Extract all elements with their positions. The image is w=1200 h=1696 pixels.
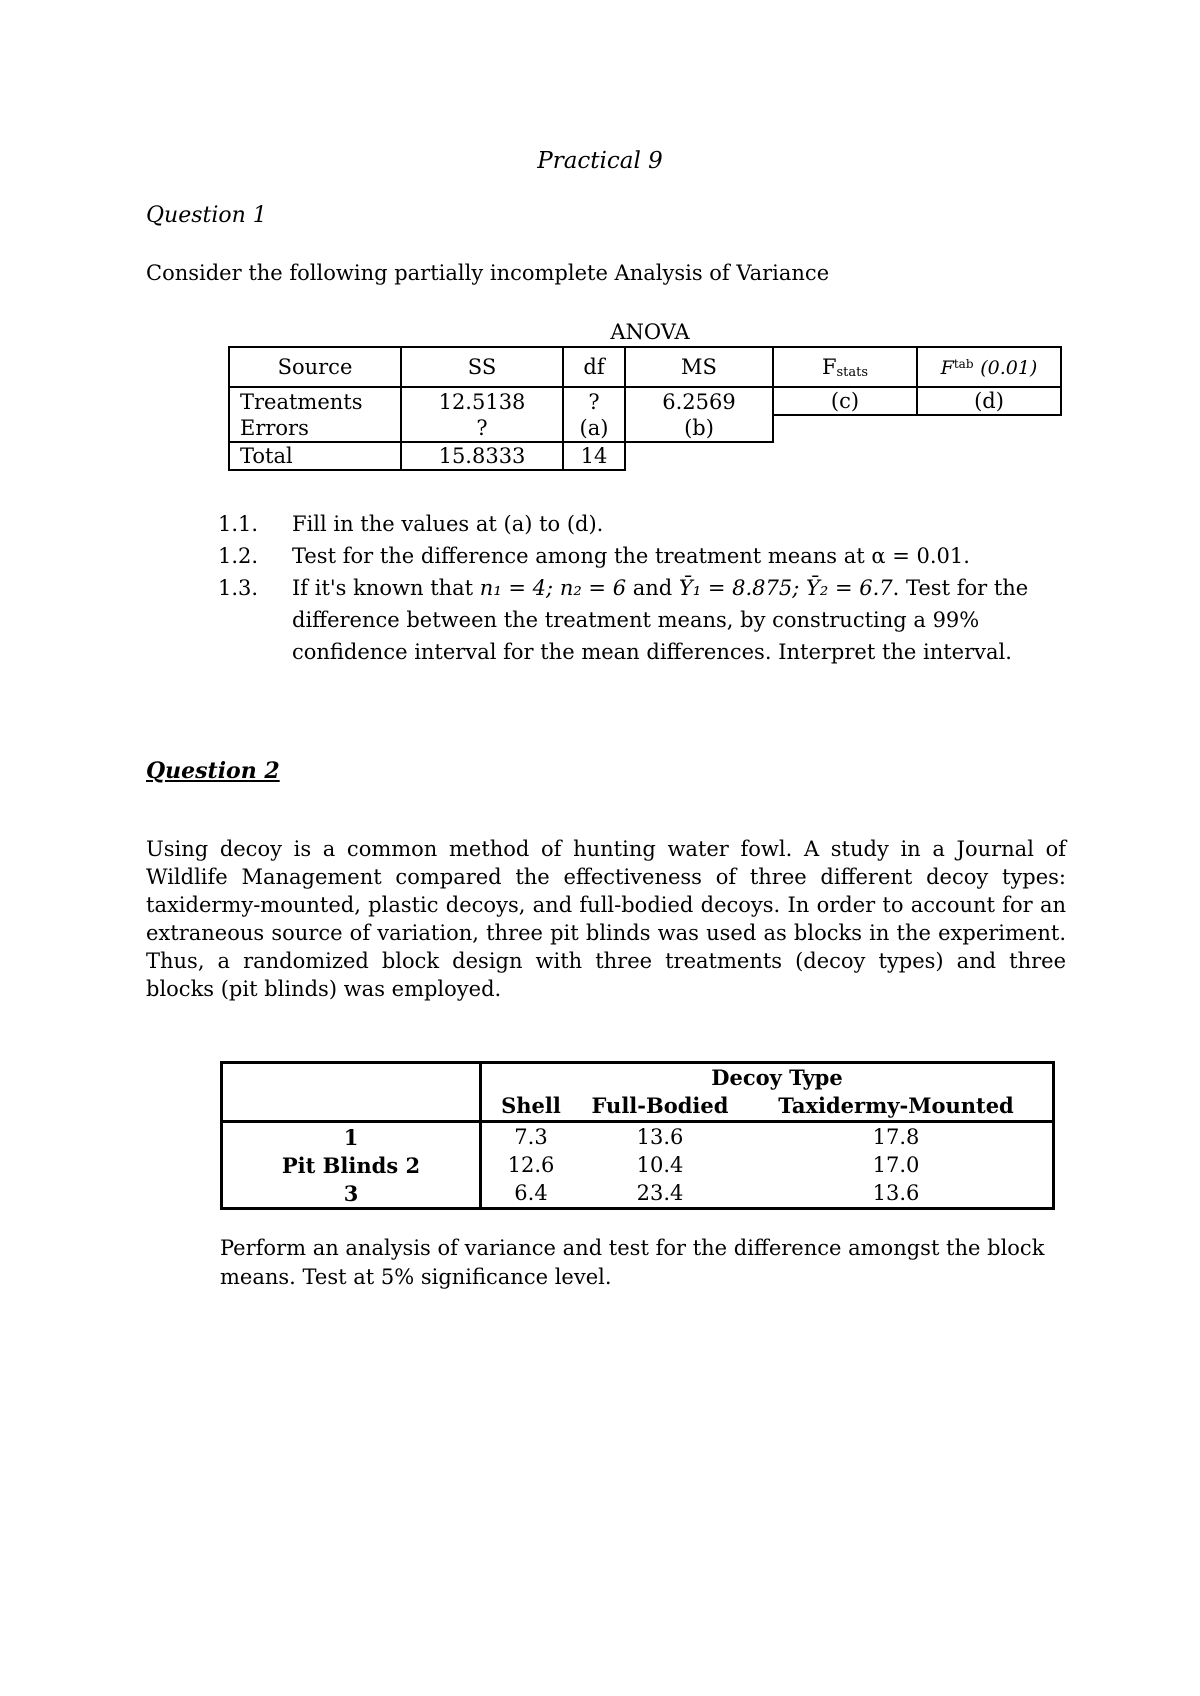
- value-taxidermy-mounted: 17.8: [872, 1125, 920, 1149]
- question-1-heading: Question 1: [146, 203, 267, 228]
- value-shell: 6.4: [514, 1181, 548, 1205]
- value-full-bodied: 13.6: [636, 1125, 684, 1149]
- ftab-level: (0.01): [980, 357, 1038, 379]
- question-2-instruction: Perform an analysis of variance and test for the difference amongst the block means. Test at 5% significance level.: [220, 1236, 1045, 1289]
- column-header-full-bodied: Full-Bodied: [591, 1093, 729, 1118]
- fstats-subscript: stats: [836, 364, 869, 380]
- anova-cell-ftab: (d): [917, 387, 1061, 415]
- anova-cell-source: Errors: [229, 415, 401, 442]
- anova-cell-empty: [773, 415, 1061, 442]
- anova-header-ms: MS: [625, 347, 773, 387]
- block-label-1: 1: [222, 1122, 481, 1152]
- value-full-bodied: 10.4: [636, 1153, 684, 1177]
- table-row: [222, 1122, 1054, 1152]
- pit-blinds-label: Pit Blinds: [281, 1152, 399, 1178]
- value-shell: 7.3: [514, 1125, 548, 1149]
- anova-header-source: Source: [229, 347, 401, 387]
- list-item: [218, 540, 1068, 572]
- row-values: [481, 1179, 1054, 1209]
- table-row: [222, 1151, 1054, 1179]
- decoy-group-title: Decoy Type: [711, 1065, 843, 1090]
- value-taxidermy-mounted: 17.0: [872, 1153, 920, 1177]
- anova-cell-ss: 12.5138: [401, 387, 563, 415]
- anova-header-row: [229, 347, 1061, 387]
- anova-header-df: df: [563, 347, 625, 387]
- block-number: 2: [405, 1152, 421, 1178]
- page-title: Practical 9: [537, 148, 663, 174]
- math-y2: Ȳ₂ = 6.7: [806, 576, 893, 600]
- anova-row-total: [229, 442, 1061, 470]
- question-1-items: [218, 508, 1068, 668]
- table-row: [222, 1179, 1054, 1209]
- decoy-column-headers: [482, 1092, 1052, 1120]
- block-label-2: [222, 1151, 481, 1179]
- question-2-heading: Question 2: [146, 758, 280, 784]
- anova-cell-df: ?: [563, 387, 625, 415]
- anova-table: [228, 346, 1062, 471]
- item-text-suffix: . Test for the difference between the treatment means, by constructing a 99% confidence interval for the mean differences. Interpret the interval.: [292, 576, 1029, 664]
- anova-header-ss: SS: [401, 347, 563, 387]
- item-number: 1.1.: [218, 512, 259, 536]
- list-item: [218, 572, 1068, 668]
- item-text-and: and: [626, 576, 679, 600]
- item-text: Fill in the values at (a) to (d).: [292, 512, 604, 536]
- question-1-intro: Consider the following partially incomplete Analysis of Variance: [146, 261, 830, 285]
- question-2-paragraph: Using decoy is a common method of hunting water fowl. A study in a Journal of Wildlife Management compared the effectiveness of three different decoy types: taxidermy-mounted, plastic decoys, and full-bodied decoys. In order to account for an extraneous source of variation, three pit blinds was used as blocks in the experiment. Thus, a randomized block design with three treatments (decoy types) and three blocks (pit blinds) was employed.: [146, 837, 1066, 1001]
- list-item: [218, 508, 1068, 540]
- item-number: 1.3.: [218, 576, 259, 600]
- ftab-f: F: [940, 357, 954, 379]
- ftab-superscript: tab: [953, 357, 974, 371]
- value-taxidermy-mounted: 13.6: [872, 1181, 920, 1205]
- anova-row-treatments: [229, 387, 1061, 415]
- anova-cell-empty: [625, 442, 1061, 470]
- row-values: [481, 1151, 1054, 1179]
- anova-cell-ms: (b): [625, 415, 773, 442]
- anova-cell-ss: ?: [401, 415, 563, 442]
- anova-cell-df: 14: [563, 442, 625, 470]
- anova-caption: ANOVA: [610, 320, 690, 344]
- item-text-prefix: If it's known that: [292, 576, 480, 600]
- decoy-header-corner: [222, 1063, 481, 1122]
- decoy-table: [220, 1061, 1055, 1210]
- anova-cell-source: Total: [229, 442, 401, 470]
- math-y1: Ȳ₁ = 8.875;: [678, 576, 800, 600]
- row-values: [481, 1122, 1054, 1152]
- anova-header-ftab: [917, 347, 1061, 387]
- anova-cell-fstats: (c): [773, 387, 917, 415]
- fstats-f: F: [821, 354, 837, 379]
- anova-cell-ss: 15.8333: [401, 442, 563, 470]
- anova-cell-source: Treatments: [229, 387, 401, 415]
- value-full-bodied: 23.4: [636, 1181, 684, 1205]
- decoy-header-cell: [481, 1063, 1054, 1122]
- math-n2: n₂ = 6: [559, 576, 627, 600]
- item-text: [292, 572, 1068, 668]
- column-header-taxidermy-mounted: Taxidermy-Mounted: [778, 1093, 1014, 1118]
- anova-cell-df: (a): [563, 415, 625, 442]
- math-n1: n₁ = 4;: [479, 576, 554, 600]
- anova-cell-ms: 6.2569: [625, 387, 773, 415]
- anova-row-errors: [229, 415, 1061, 442]
- block-label-3: 3: [222, 1179, 481, 1209]
- value-shell: 12.6: [507, 1153, 555, 1177]
- item-text: Test for the difference among the treatment means at α = 0.01.: [292, 544, 970, 568]
- anova-header-fstats: [773, 347, 917, 387]
- column-header-shell: Shell: [501, 1093, 561, 1118]
- item-number: 1.2.: [218, 544, 259, 568]
- decoy-header-row: [222, 1063, 1054, 1122]
